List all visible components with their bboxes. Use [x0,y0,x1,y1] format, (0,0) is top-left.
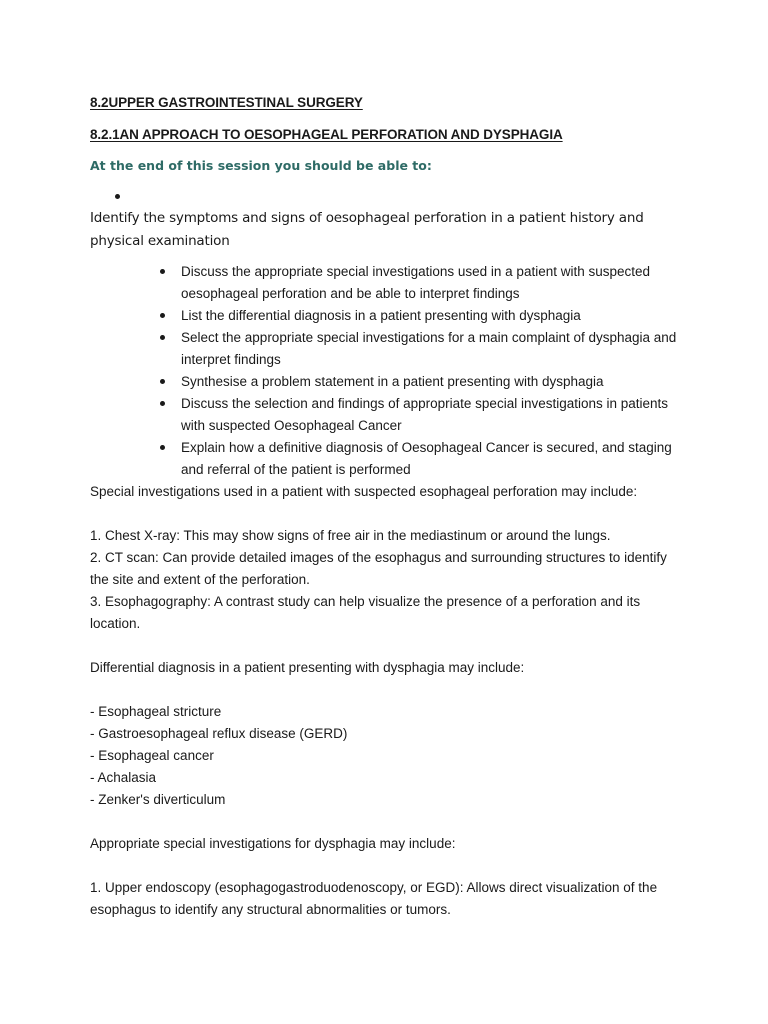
perforation-investigations-intro: Special investigations used in a patient with suspected esophageal perforation may include: [90,484,638,499]
differential-item: - Esophageal cancer [90,748,214,763]
perforation-investigation-item: 3. Esophagography: A contrast study can help visualize the presence of a perforation and its location. [90,594,641,631]
subsection-heading: 8.2.1AN APPROACH TO OESOPHAGEAL PERFORATION AND DYSPHAGIA [90,127,563,142]
empty-bullet [90,187,678,207]
dysphagia-investigations-intro: Appropriate special investigations for dysphagia may include: [90,836,456,851]
objectives-list [90,261,678,481]
objectives-intro: At the end of this session you should be able to: [90,158,432,173]
objective-item: Discuss the selection and findings of appropriate special investigations in patients with suspected Oesophageal Cancer [181,393,678,437]
differential-item: - Zenker's diverticulum [90,792,226,807]
perforation-investigation-item: 1. Chest X-ray: This may show signs of free air in the mediastinum or around the lungs. [90,528,611,543]
objective-item: List the differential diagnosis in a patient presenting with dysphagia [181,305,678,327]
dysphagia-investigation-item: 1. Upper endoscopy (esophagogastroduodenoscopy, or EGD): Allows direct visualization of the esophagus to identify any structural abnormalities or tumors. [90,880,658,917]
objective-item: Select the appropriate special investigations for a main complaint of dysphagia and interpret findings [181,327,678,371]
perforation-investigation-item: 2. CT scan: Can provide detailed images of the esophagus and surrounding structures to identify the site and extent of the perforation. [90,550,667,587]
bullet-dot-icon [115,194,120,199]
spacer [90,811,678,833]
differential-intro: Differential diagnosis in a patient presenting with dysphagia may include: [90,660,525,675]
differential-item: - Achalasia [90,770,157,785]
objective-item: Synthesise a problem statement in a patient presenting with dysphagia [181,371,678,393]
spacer [90,679,678,701]
first-objective: Identify the symptoms and signs of oesophageal perforation in a patient history and physical examination [90,210,644,249]
differential-item: - Esophageal stricture [90,704,222,719]
spacer [90,635,678,657]
section-heading: 8.2UPPER GASTROINTESTINAL SURGERY [90,95,363,110]
differential-item: - Gastroesophageal reflux disease (GERD) [90,726,348,741]
spacer [90,503,678,525]
objective-item: Discuss the appropriate special investigations used in a patient with suspected oesophageal perforation and be able to interpret findings [181,261,678,305]
spacer [90,855,678,877]
objective-item: Explain how a definitive diagnosis of Oesophageal Cancer is secured, and staging and referral of the patient is performed [181,437,678,481]
